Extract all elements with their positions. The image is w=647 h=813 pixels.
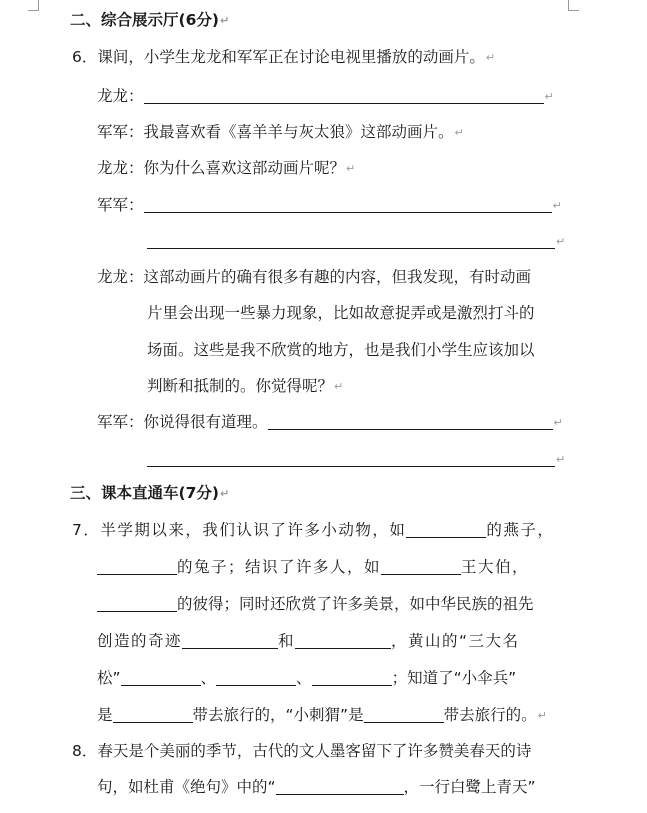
dialogue-line xyxy=(147,448,565,471)
answer-blank[interactable] xyxy=(295,632,391,649)
question-7-line: 创造的奇迹 和 ，黄山的“三大名 xyxy=(97,632,520,650)
answer-blank[interactable] xyxy=(97,595,177,612)
paragraph-mark: ↵ xyxy=(454,126,464,139)
dialogue-line: 军军：你说得很有道理。 ↵ xyxy=(97,413,563,431)
dialogue-line: 军军： ↵ xyxy=(97,196,562,214)
corner-mark-right xyxy=(568,0,579,11)
paragraph-mark: ↵ xyxy=(334,380,344,393)
answer-blank[interactable] xyxy=(97,558,177,575)
question-7-line: 的兔子；结识了许多人，如 王大伯， xyxy=(97,556,529,578)
paragraph-mark: ↵ xyxy=(219,487,230,500)
question-6-intro: 6．课间，小学生龙龙和军军正在讨论电视里播放的动画片。↵ xyxy=(72,48,496,66)
dialogue-line xyxy=(147,230,565,253)
dialogue-line: 龙龙： ↵ xyxy=(97,87,554,105)
dialogue-line: 判断和抵制的。你觉得呢？↵ xyxy=(147,377,344,395)
paragraph-mark: ↵ xyxy=(219,14,230,27)
answer-blank[interactable] xyxy=(312,669,392,686)
answer-blank[interactable] xyxy=(144,196,552,213)
paragraph-mark: ↵ xyxy=(485,51,496,64)
dialogue-line: 军军：我最喜欢看《喜羊羊与灰太狼》这部动画片。↵ xyxy=(97,123,464,141)
answer-blank[interactable] xyxy=(113,706,193,723)
dialogue-line: 龙龙：这部动画片的确有很多有趣的内容，但我发现，有时动画 xyxy=(97,268,532,286)
paragraph-mark: ↵ xyxy=(346,162,356,175)
answer-blank[interactable] xyxy=(147,232,555,249)
corner-mark-left xyxy=(28,0,39,11)
answer-blank[interactable] xyxy=(147,450,555,467)
answer-blank[interactable] xyxy=(406,521,486,538)
paragraph-mark: ↵ xyxy=(553,416,563,429)
paragraph-mark: ↵ xyxy=(544,90,554,103)
answer-blank[interactable] xyxy=(121,669,201,686)
answer-blank[interactable] xyxy=(144,87,544,104)
question-7-line: 松” 、 、 ；知道了“小伞兵” xyxy=(97,669,517,687)
paragraph-mark: ↵ xyxy=(556,453,566,466)
dialogue-line: 场面。这些是我不欣赏的地方，也是我们小学生应该加以 xyxy=(147,341,535,359)
question-8-line: 8．春天是个美丽的季节，古代的文人墨客留下了许多赞美春天的诗 xyxy=(72,742,532,760)
answer-blank[interactable] xyxy=(268,413,553,430)
paragraph-mark: ↵ xyxy=(552,199,562,212)
answer-blank[interactable] xyxy=(216,669,296,686)
answer-blank[interactable] xyxy=(182,632,278,649)
question-7-line: 7．半学期以来，我们认识了许多小动物，如 的燕子， xyxy=(72,521,555,539)
question-8-line: 句，如杜甫《绝句》中的“ ，一行白鹭上青天” xyxy=(97,778,536,796)
answer-blank[interactable] xyxy=(276,778,404,795)
dialogue-line: 片里会出现一些暴力现象，比如故意捉弄或是激烈打斗的 xyxy=(147,304,535,322)
section-heading: 二、综合展示厅(6分)↵ xyxy=(70,11,230,29)
paragraph-mark: ↵ xyxy=(556,235,566,248)
answer-blank[interactable] xyxy=(364,706,444,723)
section-heading: 三、课本直通车(7分)↵ xyxy=(70,484,230,502)
question-7-line: 是 带去旅行的，“小刺猬”是 带去旅行的。↵ xyxy=(97,706,547,724)
paragraph-mark: ↵ xyxy=(537,709,547,722)
dialogue-line: 龙龙：你为什么喜欢这部动画片呢？↵ xyxy=(97,159,356,177)
answer-blank[interactable] xyxy=(381,558,461,575)
question-7-line: 的彼得；同时还欣赏了许多美景，如中华民族的祖先 xyxy=(97,593,534,615)
